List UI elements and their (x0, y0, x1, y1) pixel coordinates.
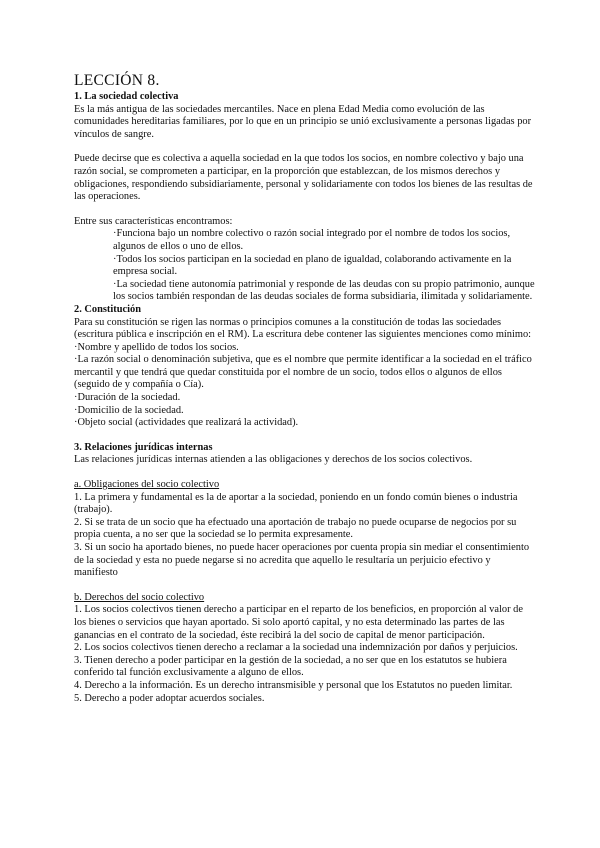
section-1-paragraph-1: Es la más antigua de las sociedades mercantiles. Nace en plena Edad Media como evolución de las comunidades hereditarias familiares, por lo que en un principio se unió exclusivamente a personas ligadas por vínculos de sangre. (74, 103, 532, 140)
obligation-item: 2. Si se trata de un socio que ha efectuado una aportación de trabajo no puede ocuparse de negocios por su propia cuenta, a no ser que la sociedad se lo permita expresamente. (74, 516, 517, 541)
lesson-title: LECCIÓN 8. (74, 72, 160, 89)
obligation-item: 3. Si un socio ha aportado bienes, no puede hacer operaciones por cuenta propia sin mediar el consentimiento de la sociedad y esta no puede negarse si no acredita que aquello le resultaría un perjuicio efectivo y manifiesto (74, 542, 530, 579)
mention-item: ·Nombre y apellido de todos los socios. (74, 341, 239, 353)
mention-item: ·Domicilio de la sociedad. (74, 404, 184, 416)
obligations-subheading: a. Obligaciones del socio colectivo (74, 479, 220, 491)
mention-item: ·Duración de la sociedad. (74, 392, 181, 404)
right-item: 2. Los socios colectivos tienen derecho a reclamar a la sociedad una indemnización por daños y perjuicios. (74, 642, 518, 654)
section-3-heading: 3. Relaciones jurídicas internas (74, 441, 213, 453)
characteristic-item: ·La sociedad tiene autonomía patrimonial y responde de las deudas con su propio patrimonio, aunque los socios también respondan de las deudas sociales de forma subsidiaria, ilimitada y solidariamente. (113, 278, 535, 303)
section-3-paragraph-1: Las relaciones jurídicas internas atienden a las obligaciones y derechos de los socios colectivos. (74, 454, 473, 466)
right-item: 5. Derecho a poder adoptar acuerdos sociales. (74, 692, 265, 704)
mention-item: ·La razón social o denominación subjetiva, que es el nombre que permite identificar a la sociedad en el tráfico mercantil y que tendrá que quedar constituida por el nombre de un socio, todos ellos o algunos de ellos (seguido de y compañía o Cía). (74, 354, 532, 391)
document-body (74, 72, 536, 705)
right-item: 4. Derecho a la información. Es un derecho intransmisible y personal que los Estatutos no pueden limitar. (74, 679, 513, 691)
characteristic-item: ·Todos los socios participan en la sociedad en plano de igualdad, colaborando activamente en la empresa social. (113, 253, 512, 278)
section-1-paragraph-2: Puede decirse que es colectiva a aquella sociedad en la que todos los socios, en nombre colectivo y bajo una razón social, se comprometen a participar, en la proporción que establezcan, de los mismos derechos y obligaciones, respondiendo subsidiariamente, personal y solidariamente con todos los bienes de las resultas de las operaciones. (74, 153, 533, 203)
right-item: 3. Tienen derecho a poder participar en la gestión de la sociedad, a no ser que en los estatutos se hubiera conferido tal función exclusivamente a alguno de ellos. (74, 654, 507, 679)
section-2-heading: 2. Constitución (74, 303, 141, 315)
characteristic-item: ·Funciona bajo un nombre colectivo o razón social integrado por el nombre de todos los socios, algunos de ellos o uno de ellos. (113, 228, 511, 252)
rights-subheading: b. Derechos del socio colectivo (74, 591, 205, 603)
obligation-item: 1. La primera y fundamental es la de aportar a la sociedad, poniendo en un fondo común bienes o industria (trabajo). (74, 491, 518, 516)
section-1-heading: 1. La sociedad colectiva (74, 91, 179, 102)
right-item: 1. Los socios colectivos tienen derecho a participar en el reparto de los beneficios, en proporción al valor de los bienes o servicios que hayan aportado. Si solo aportó capital, y no esta determinado las partes de las ganancias en el contrato de la sociedad, éste recibirá la del socio de capital de menor participación. (74, 604, 523, 641)
section-2-paragraph-1: Para su constitución se rigen las normas o principios comunes a la constitución de todas las sociedades (escritura pública e inscripción en el RM). La escritura debe contener las siguientes menciones como mínimo: (74, 316, 532, 341)
characteristics-intro: Entre sus características encontramos: (74, 215, 233, 227)
mention-item: ·Objeto social (actividades que realizará la actividad). (74, 417, 299, 429)
